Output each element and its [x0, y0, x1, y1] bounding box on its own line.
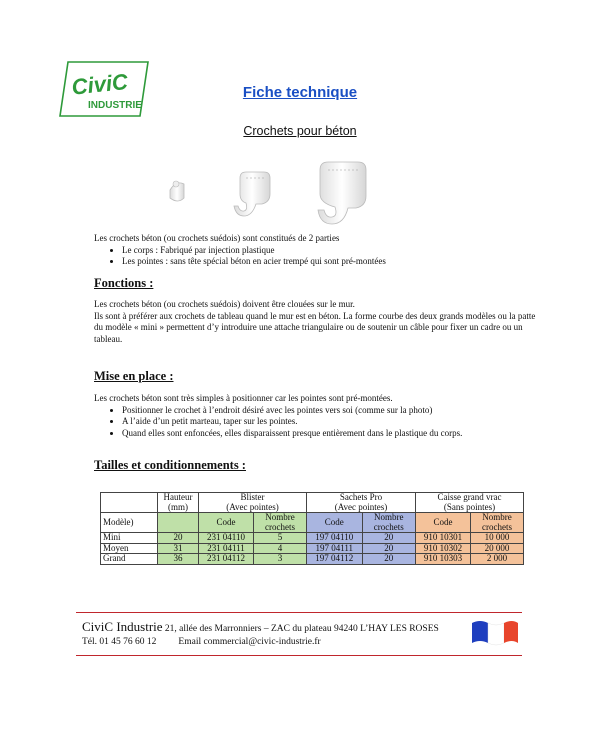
- header-blister: Blister (Avec pointes): [199, 493, 307, 513]
- page-subtitle: Crochets pour béton: [243, 124, 357, 138]
- fonctions-line2: Ils sont à préférer aux crochets de tableau quand le mur est en béton. La forme courbe des deux grands modèles ou la patte du modèle « mini » permettent d’y introduire une attache triangulaire ou de soutenir un câble pour fixer un cadre ou un tableau.: [94, 310, 536, 344]
- header-caisse: Caisse grand vrac (Sans pointes): [416, 493, 524, 513]
- hook-medium-image: [234, 172, 270, 216]
- header-sachets-code: Code: [307, 513, 363, 533]
- header-blister-nombre: Nombre crochets: [254, 513, 307, 533]
- list-item: • Le corps : Fabriqué par injection plastique: [122, 245, 544, 257]
- fonctions-heading: Fonctions :: [94, 276, 154, 290]
- header-sachets-nombre: Nombre crochets: [362, 513, 416, 533]
- list-item: • Les pointes : sans tête spécial béton en acier trempé qui sont pré-montées: [122, 256, 544, 268]
- flag-icon: [470, 619, 520, 647]
- list-item: • Positionner le crochet à l’endroit désiré avec les pointes vers soi (comme sur la photo): [122, 405, 544, 417]
- tailles-heading: Tailles et conditionnements :: [94, 458, 246, 472]
- mise-en-place-section: [94, 393, 544, 439]
- hook-large-image: [318, 162, 366, 224]
- hook-mini-image: [170, 181, 184, 201]
- header-hauteur: Hauteur (mm): [158, 493, 199, 513]
- mise-en-place-text: Les crochets béton sont très simples à positionner car les pointes sont pré-montées.: [94, 393, 393, 403]
- header-caisse-nombre: Nombre crochets: [471, 513, 524, 533]
- table-header-row: [101, 493, 524, 513]
- table-row: Mini 20 231 04110 5 197 04110 20 910 10301 10 000: [101, 533, 524, 544]
- header-caisse-code: Code: [416, 513, 471, 533]
- table-row: Moyen 31 231 04111 4 197 04111 20 910 10302 20 000: [101, 543, 524, 554]
- intro-list: [94, 245, 544, 268]
- footer-address: 21, allée des Marronniers – ZAC du plateau 94240 L’HAY LES ROSES: [164, 624, 439, 634]
- footer-phone: Tél. 01 45 76 60 12: [82, 637, 157, 647]
- footer: [76, 612, 522, 656]
- list-item: • Quand elles sont enfoncées, elles disparaissent presque entièrement dans le plastique du corps.: [122, 428, 544, 440]
- logo-text-industrie: INDUSTRIE: [88, 100, 142, 111]
- table-subheader-row: [101, 513, 524, 533]
- list-item: • A l’aide d’un petit marteau, taper sur les pointes.: [122, 416, 544, 428]
- header-modele: Modèle): [101, 513, 158, 533]
- page-title: Fiche technique: [242, 84, 358, 101]
- header-blister-code: Code: [199, 513, 254, 533]
- footer-company: CiviC Industrie: [82, 619, 163, 634]
- fonctions-line1: Les crochets béton (ou crochets suédois) doivent être clouées sur le mur.: [94, 299, 355, 309]
- mise-en-place-list: [94, 405, 544, 440]
- fonctions-section: [94, 299, 544, 345]
- footer-email: Email commercial@civic-industrie.fr: [178, 637, 321, 647]
- header-sachets: Sachets Pro (Avec pointes): [307, 493, 416, 513]
- intro-section: [94, 233, 544, 268]
- mise-en-place-heading: Mise en place :: [94, 369, 174, 383]
- table-row: Grand 36 231 04112 3 197 04112 20 910 10303 2 000: [101, 554, 524, 565]
- intro-text: Les crochets béton (ou crochets suédois) sont constitués de 2 parties: [94, 233, 340, 243]
- sizes-table: [100, 492, 524, 565]
- product-photo: [160, 152, 380, 232]
- logo-text-civic: CiviC: [70, 68, 130, 100]
